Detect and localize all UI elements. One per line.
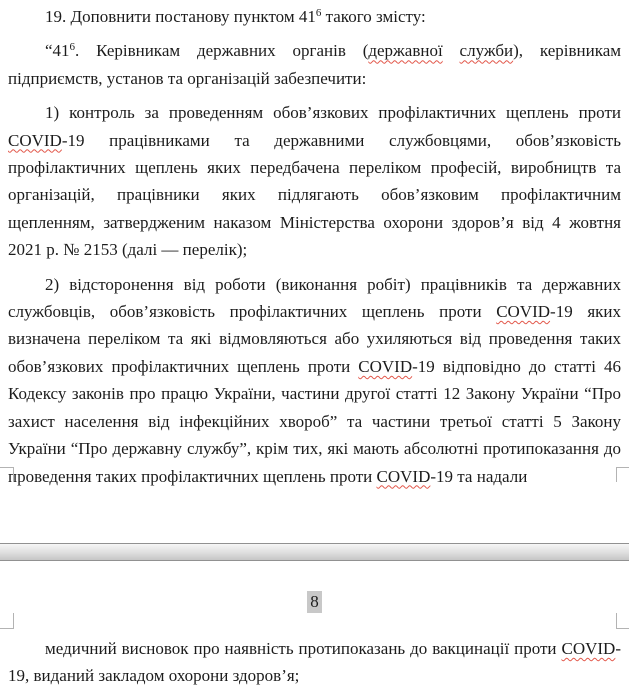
page-separator[interactable] xyxy=(0,543,629,561)
superscript: 6 xyxy=(69,41,76,54)
spellcheck-flagged-text: COVID xyxy=(376,466,431,486)
text-run: -19 та надали xyxy=(430,466,528,486)
text-run: медичний висновок про наявність протипоказань до вакцинації проти xyxy=(45,639,562,658)
text-run: 2) відсторонення від роботи (виконання робіт) працівників та державних службовців, обов’язковість профілактичних щеплень проти xyxy=(8,274,621,322)
spellcheck-flagged-text: COVID xyxy=(561,639,616,658)
paragraph xyxy=(8,635,621,690)
text-run: . Керівникам державних органів ( xyxy=(75,41,369,61)
spellcheck-flagged-text: COVID xyxy=(496,302,551,322)
page-2-text[interactable] xyxy=(0,635,629,690)
text-boundary-mark-top-left xyxy=(0,613,14,629)
superscript: 6 xyxy=(315,7,322,19)
paragraph xyxy=(8,271,621,490)
text-run: -19, виданий закладом охорони здоров’я; xyxy=(8,639,621,686)
text-run: -19 відповідно до статті 46 Кодексу законів про працю України, частини другої статті 12 Закону України “Про захист населення від інфекційних хвороб” та частини третьої статті 5 Закону України “Про державну службу”, крім тих, які мають абсолютні протипоказання до проведення таких профілактичних щеплень проти xyxy=(8,356,621,486)
page-number: 8 xyxy=(307,591,322,613)
paragraph xyxy=(8,37,621,92)
text-run: “41 xyxy=(45,41,70,61)
text-run: ), керівникам підприємств, установ та організацій забезпечити: xyxy=(8,41,622,88)
text-run: -19 працівниками та державними службовцями, обов’язковість профілактичних щеплень яких передбачена переліком професій, виробництв та організацій, працівники яких підлягають обов’язковим профілактичним щепленням, затвердженим наказом Міністерства охорони здоров’я від 4 жовтня 2021 р. № 2153 (далі — перелік); xyxy=(8,130,621,260)
page-2[interactable] xyxy=(0,561,629,690)
text-run: 19. Доповнити постанову пунктом 41 xyxy=(45,7,316,26)
spellcheck-flagged-text: COVID xyxy=(8,130,62,150)
page-header xyxy=(0,591,629,613)
spellcheck-flagged-text: державної xyxy=(368,41,443,61)
text-run: -19 яких визначена переліком та які відмовляються або ухиляються від проведення таких обов’язкових профілактичних щеплень проти xyxy=(8,302,621,376)
text-run xyxy=(443,41,460,60)
text-run: 1) контроль за проведенням обов’язкових профілактичних щеплень проти xyxy=(45,103,621,123)
paragraph xyxy=(8,99,621,263)
text-run: такого змісту: xyxy=(321,7,426,26)
text-boundary-mark-bottom-right xyxy=(616,467,629,482)
spellcheck-flagged-text: служби xyxy=(459,41,514,61)
spellcheck-flagged-text: COVID xyxy=(358,356,413,376)
paragraph xyxy=(8,3,621,30)
text-boundary-mark-top-right xyxy=(616,613,629,629)
text-boundary-mark-bottom-left xyxy=(0,467,14,482)
